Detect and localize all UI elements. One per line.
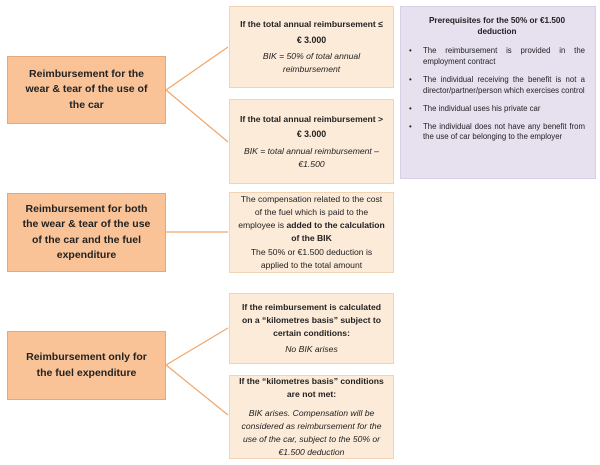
condition-le-3000-title: If the total annual reimbursement ≤ [240,19,383,30]
box-wear-and-fuel-label: Reimbursement for both the wear & tear of the use of the car and the fuel expenditure [22,203,151,261]
condition-le-3000 [229,6,394,88]
condition-le-3000-amount: € 3.000 [296,34,327,45]
condition-gt-3000-formula: BIK = total annual reimbursement – €1.500 [244,145,379,169]
box-fuel-only [7,331,166,400]
fuel-compensation-deduction: The 50% or €1.500 deduction is applied to the total amount [250,247,373,271]
prerequisites-panel [400,6,596,179]
fuel-compensation-text-pre: The compensation related to the cost of the fuel which is paid to the employee is [238,193,383,230]
connector-wear-tear-to-le3000 [166,47,228,90]
prerequisites-title: Prerequisites for the 50% or €1.500 deduction [428,16,566,37]
box-wear-tear [7,56,166,124]
km-not-met-title: If the “kilometres basis” conditions are not met: [239,376,384,400]
box-wear-tear-label: Reimbursement for the wear & tear of the use of the car [25,68,148,111]
prerequisites-list [409,46,585,143]
connector-fuel-only-to-km-basis [166,328,228,365]
prerequisite-item: • The individual receiving the benefit is not a director/partner/person which exercises control [409,75,585,97]
prerequisite-item: • The individual uses his private car [409,104,585,115]
km-basis-result: No BIK arises [285,343,338,354]
condition-gt-3000-title: If the total annual reimbursement > [239,113,384,124]
prerequisite-item: • The reimbursement is provided in the employment contract [409,46,585,68]
condition-gt-3000 [229,99,394,184]
condition-km-not-met [229,375,394,459]
connector-fuel-only-to-km-not-met [166,365,228,415]
km-not-met-result: BIK arises. Compensation will be considered as reimbursement for the use of the car, subject to the 50% or €1.500 deduction [241,408,382,457]
condition-fuel-compensation [229,192,394,273]
box-wear-and-fuel [7,193,166,272]
prerequisite-item: • The individual does not have any benefit from the use of car belonging to the employer [409,122,585,144]
connector-wear-tear-to-gt3000 [166,90,228,142]
condition-gt-3000-amount: € 3.000 [296,129,327,140]
box-fuel-only-label: Reimbursement only for the fuel expenditure [26,351,147,379]
condition-km-basis [229,293,394,364]
condition-le-3000-formula: BIK = 50% of total annual reimbursement [262,51,361,75]
fuel-compensation-text [238,193,385,245]
fuel-compensation-text-bold: added to the calculation of the BIK [286,219,385,243]
km-basis-title: If the reimbursement is calculated on a “kilometres basis” subject to certain conditions: [242,302,381,338]
